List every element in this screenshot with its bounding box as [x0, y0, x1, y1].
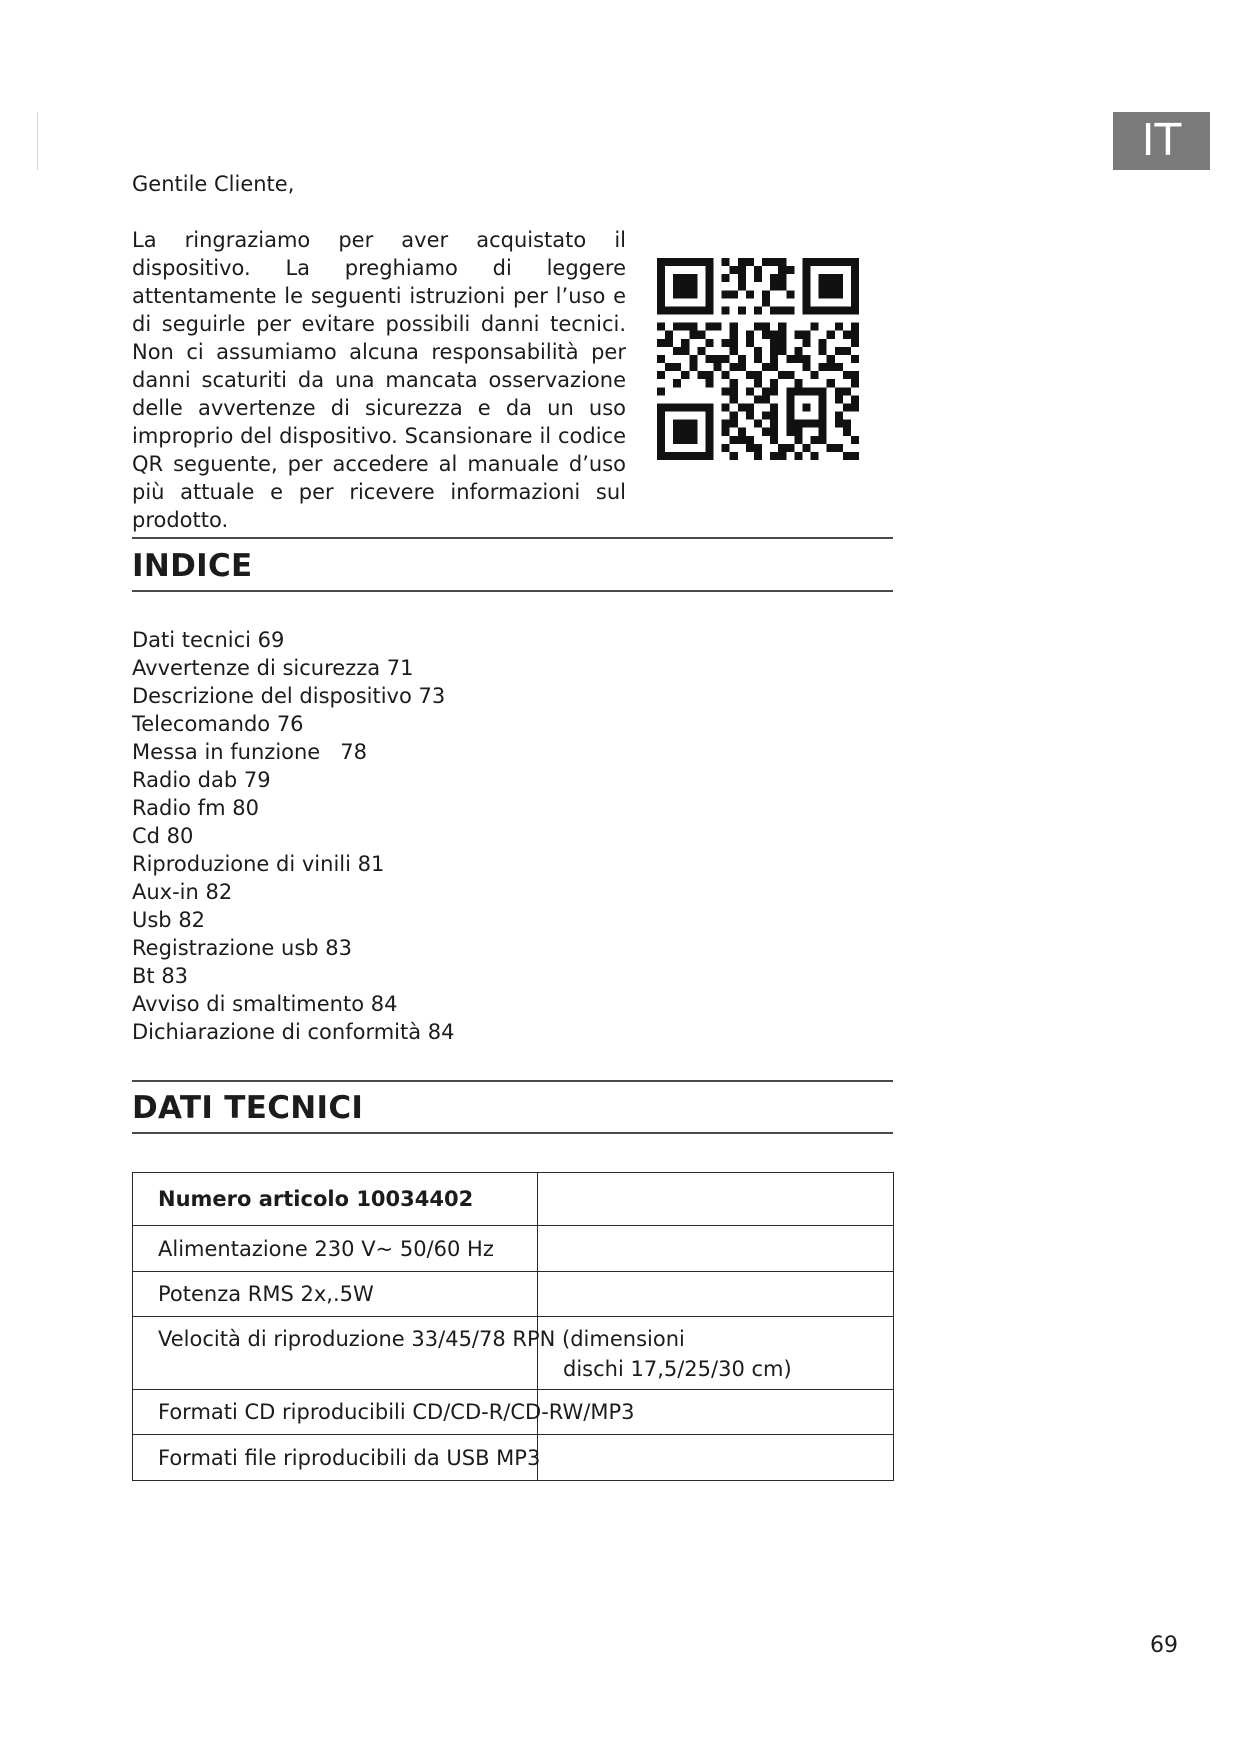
toc-item[interactable]: Descrizione del dispositivo 73: [132, 684, 446, 708]
spec-value-cell: [538, 1226, 894, 1272]
index-top-rule: [132, 537, 893, 539]
table-row: [133, 1173, 894, 1226]
toc-item[interactable]: Cd 80: [132, 824, 194, 848]
table-of-contents: [132, 626, 455, 1046]
spec-label: Alimentazione 230 V~ 50/60 Hz: [158, 1236, 494, 1261]
table-row: [133, 1226, 894, 1272]
spec-value: dischi 17,5/25/30 cm): [563, 1357, 792, 1381]
spec-cell: [133, 1272, 538, 1317]
specs-top-rule: [132, 1080, 893, 1082]
toc-item[interactable]: Dichiarazione di conformità 84: [132, 1020, 455, 1044]
spec-label: Velocità di riproduzione 33/45/78 RPN (dimensioni: [158, 1327, 685, 1351]
spec-label: Potenza RMS 2x,.5W: [158, 1282, 374, 1306]
spec-cell: [133, 1226, 538, 1272]
spec-value-cell: [538, 1272, 894, 1317]
spec-value-cell: [538, 1435, 894, 1481]
qr-code-icon: [657, 258, 859, 460]
greeting: Gentile Cliente,: [132, 172, 295, 196]
toc-item[interactable]: Riproduzione di vinili 81: [132, 852, 385, 876]
language-tab: IT: [1113, 112, 1210, 170]
spec-label: Formati CD riproducibili CD/CD-R/CD-RW/MP3: [158, 1400, 635, 1424]
table-row: [133, 1435, 894, 1481]
spec-label: Formati file riproducibili da USB MP3: [158, 1445, 541, 1470]
toc-item[interactable]: Bt 83: [132, 964, 189, 988]
specs-title: DATI TECNICI: [132, 1090, 364, 1126]
spec-label: Numero articolo 10034402: [158, 1187, 474, 1211]
table-row: [133, 1272, 894, 1317]
toc-item[interactable]: Telecomando 76: [132, 712, 304, 736]
table-row: [133, 1390, 894, 1435]
toc-item[interactable]: Messa in funzione 78: [132, 740, 367, 764]
toc-item[interactable]: Avvertenze di sicurezza 71: [132, 656, 414, 680]
specs-table: [132, 1172, 894, 1481]
toc-item[interactable]: Radio fm 80: [132, 796, 259, 820]
toc-item[interactable]: Dati tecnici 69: [132, 628, 285, 652]
specs-bottom-rule: [132, 1132, 893, 1134]
spec-cell: [133, 1173, 538, 1226]
table-row: [133, 1317, 894, 1390]
margin-mark: [37, 112, 38, 170]
page-number: 69: [1150, 1633, 1178, 1658]
toc-item[interactable]: Avviso di smaltimento 84: [132, 992, 398, 1016]
intro-paragraph: La ringraziamo per aver acquistato il dispositivo. La preghiamo di leggere attentamente le seguenti istruzioni per l’uso e di seguirle per evitare possibili danni tecnici. Non ci assumiamo alcuna responsabilità per danni scaturiti da una mancata osservazione delle avvertenze di sicurezza e da un uso improprio del dispositivo. Scansionare il codice QR seguente, per accedere al manuale d’uso più attuale e per ricevere informazioni sul prodotto.: [132, 228, 626, 532]
index-title: INDICE: [132, 548, 253, 584]
spec-cell: [133, 1390, 635, 1435]
toc-item[interactable]: Aux-in 82: [132, 880, 233, 904]
spec-cell: [133, 1435, 541, 1481]
toc-item[interactable]: Usb 82: [132, 908, 206, 932]
spec-value-cell: [538, 1173, 894, 1226]
toc-item[interactable]: Registrazione usb 83: [132, 936, 352, 960]
toc-item[interactable]: Radio dab 79: [132, 768, 271, 792]
index-bottom-rule: [132, 590, 893, 592]
